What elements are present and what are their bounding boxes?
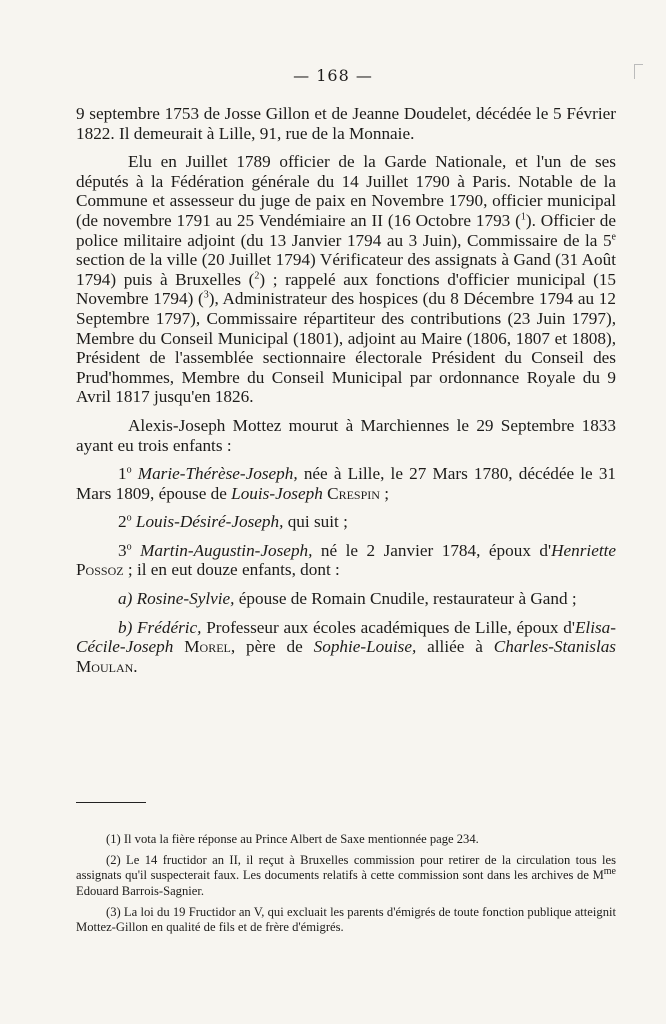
footnote-1: (1) Il vota la fière réponse au Prince Albert de Saxe mentionnée page 234. xyxy=(106,832,479,846)
paragraph-2: Elu en Juillet 1789 officier de la Garde Nationale, et l'un de ses députés à la Fédération générale du 14 Juillet 1790 à Paris. Notable de la Commune et assesseur du juge de paix en Novembre 1790, officier municipal (de novembre 1791 au 25 Vendémiaire an II (16 Octobre 1793 ($^1$). Officier de police militaire adjoint (du 13 Janvier 1794 au 3 Juin), Commissaire de la 5e section de la ville (20 Juillet 1794) Vérificateur des assignats à Gand (31 Août 1794) puis à Bruxelles ($^2$) ; rappelé aux fonctions d'officier municipal (15 Novembre 1794) ($^3$), Administrateur des hospices (du 8 Décembre 1794 au 12 Septembre 1797), Commissaire répartiteur des contributions (23 Juin 1797), Membre du Conseil Municipal (1801), adjoint au Maire (1806, 1807 et 1808), Président de l'assemblée sectionnaire électorale Président du Conseil des Prud'hommes, Membre du Conseil Municipal par ordonnance Royale du 9 Avril 1817 jusqu'en 1826. xyxy=(76,152,617,407)
footnote-3: (3) La loi du 19 Fructidor an V, qui excluait les parents d'émigrés de toute fonction publique atteignit Mottez-Gillon en qualité de fils et de frère d'émigrés. xyxy=(76,904,616,935)
child-3: 3$^o$ Martin-Augustin-Joseph, né le 2 Janvier 1784, époux d'Henriette Possoz ; il en eut douze enfants, dont : xyxy=(76,540,617,580)
grandchild-a: a) Rosine-Sylvie, épouse de Romain Cnudile, restaurateur à Gand ; xyxy=(118,589,577,609)
paragraph-3: Alexis-Joseph Mottez mourut à Marchiennes le 29 Septembre 1833 ayant eu trois enfants : xyxy=(76,415,616,455)
paragraph-1: 9 septembre 1753 de Josse Gillon et de Jeanne Doudelet, décédée le 5 Février 1822. Il demeurait à Lille, 91, rue de la Monnaie. xyxy=(76,104,616,143)
child-2: 2$^o$ Louis-Désiré-Joseph, qui suit ; xyxy=(118,512,348,532)
footnote-ref-2: 2 xyxy=(254,270,260,282)
child-1: 1$^o$ Marie-Thérèse-Joseph, née à Lille, le 27 Mars 1780, décédée le 31 Mars 1809, épouse de Louis-Joseph Crespin ; xyxy=(76,464,617,503)
footnote-rule xyxy=(76,802,146,803)
footnotes xyxy=(76,832,616,941)
footnote-2: (2) Le 14 fructidor an II, il reçut à Bruxelles commission pour retirer de la circulation tous les assignats qu'il suspecterait faux. Les documents relatifs à cette commission sont dans les archives de $M^{me}$ Edouard Barrois-Sagnier. xyxy=(76,853,616,898)
grandchild-b: b) Frédéric, Professeur aux écoles académiques de Lille, époux d'Elisa-Cécile-Joseph Morel, père de Sophie-Louise, alliée à Charles-Stanislas Moulan. xyxy=(76,617,616,676)
page-number: — 168 — xyxy=(293,66,373,85)
footnote-ref-1: 1 xyxy=(520,211,526,223)
main-text xyxy=(76,104,616,685)
footnote-ref-3: 3 xyxy=(203,289,209,301)
